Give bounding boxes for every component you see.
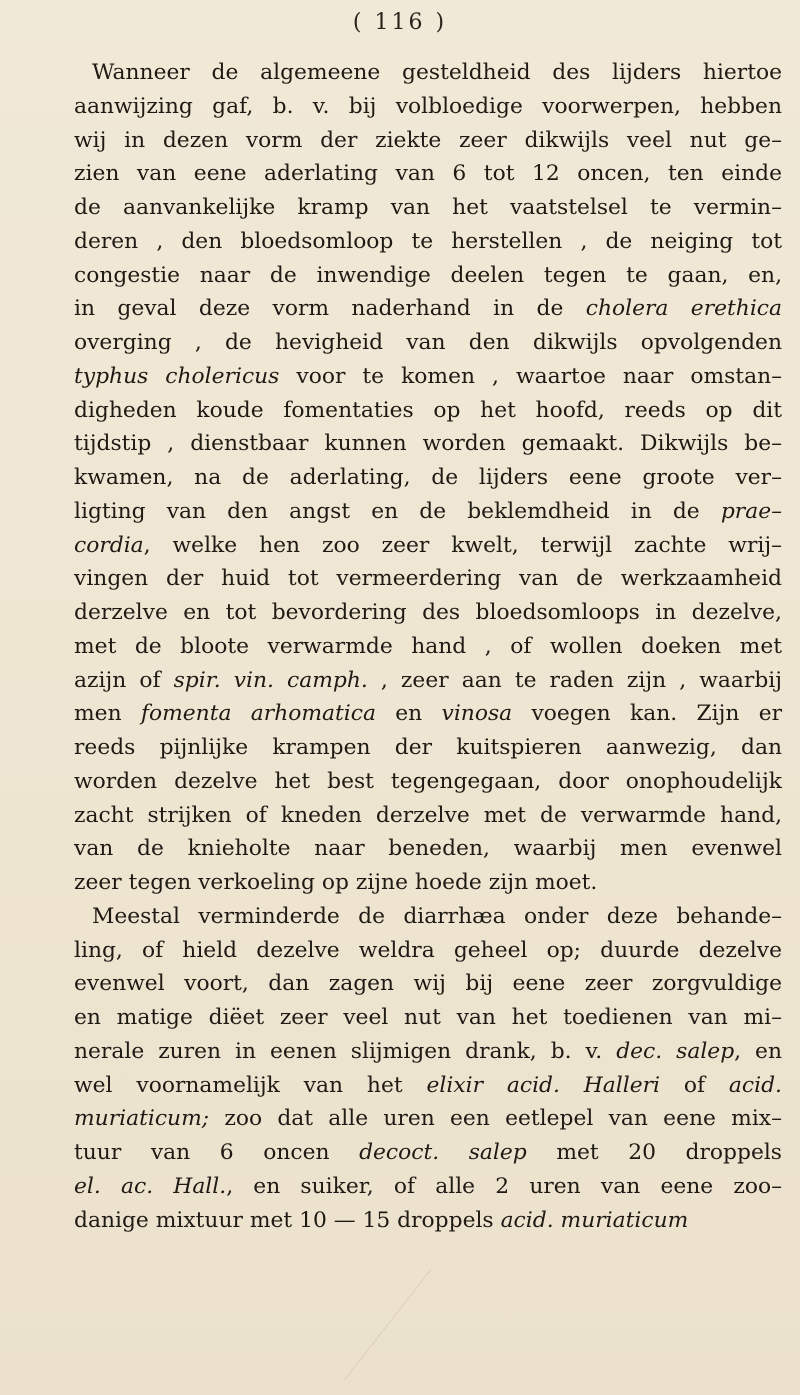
text-line [74, 765, 782, 799]
text-segment: men [74, 701, 141, 727]
text-segment: voegen kan. Zijn er [512, 701, 783, 727]
italic-term: acid. [728, 1072, 782, 1098]
italic-term: el. ac. Hall. [74, 1173, 227, 1199]
italic-term: fomenta arhomatica [140, 701, 376, 727]
text-segment: derzelve en tot bevordering des bloedsomloops in dezelve, [74, 600, 782, 625]
text-line [74, 191, 782, 225]
text-line [74, 1170, 782, 1204]
italic-term: vinosa [441, 701, 513, 727]
text-segment: ligting van den angst en de beklemdheid in de [74, 498, 721, 524]
text-line [74, 1136, 782, 1170]
text-line [74, 1035, 782, 1069]
text-line [74, 731, 782, 765]
text-segment: kwamen, na de aderlating, de lijders eene groote ver– [74, 465, 782, 490]
text-line [74, 596, 782, 630]
text-segment: zoo dat alle uren een eetlepel van eene mix– [209, 1106, 782, 1132]
text-segment: en matige diëet zeer veel nut van het toedienen van mi– [74, 1005, 782, 1030]
text-segment: van de knieholte naar beneden, waarbij men evenwel [74, 836, 782, 862]
italic-term: cordia [74, 532, 144, 558]
text-segment: overging , de hevigheid van den dikwijls opvolgenden [74, 330, 782, 355]
text-line [74, 630, 782, 664]
text-segment: digheden koude fomentaties op het hoofd, reeds op dit [74, 397, 782, 423]
text-segment: zeer tegen verkoeling op zijne hoede zijn moet. [74, 870, 598, 895]
text-line [74, 1001, 782, 1035]
text-line [74, 56, 782, 90]
text-segment: danige mixtuur met 10 — 15 droppels [74, 1207, 501, 1233]
text-line [74, 562, 782, 596]
text-line [74, 664, 782, 698]
text-line [74, 360, 782, 394]
text-segment: , en [734, 1038, 782, 1064]
text-segment: nerale zuren in eenen slijmigen drank, b. v. [74, 1038, 617, 1064]
text-segment: met 20 droppels [526, 1140, 782, 1165]
text-segment: zien van eene aderlating van 6 tot 12 oncen, ten einde [74, 161, 782, 187]
text-line [74, 697, 782, 731]
text-line [74, 259, 782, 293]
text-line [74, 967, 782, 1001]
text-segment: ling, of hield dezelve weldra geheel op; duurde dezelve [74, 937, 782, 963]
text-segment: aanwijzing gaf, b. v. bij volbloedige voorwerpen, hebben [74, 93, 782, 119]
italic-term: cholera erethica [585, 296, 782, 322]
text-line [74, 225, 782, 259]
text-segment: congestie naar de inwendige deelen tegen te gaan, en, [74, 262, 782, 288]
text-line [74, 900, 782, 934]
text-line [74, 124, 782, 158]
text-segment: evenwel voort, dan zagen wij bij eene zeer zorgvuldige [74, 971, 782, 997]
text-line [74, 157, 782, 191]
text-line [74, 90, 782, 124]
text-segment: , en suiker, of alle 2 uren van eene zoo– [226, 1173, 782, 1199]
body-text [74, 56, 782, 1237]
text-line [74, 529, 782, 563]
text-line [74, 495, 782, 529]
text-line [74, 1102, 782, 1136]
text-segment: voor te komen , waartoe naar omstan– [279, 363, 782, 389]
text-segment: wij in dezen vorm der ziekte zeer dikwijls veel nut ge– [74, 127, 782, 153]
text-line [74, 866, 782, 900]
paper-crease [344, 1270, 551, 1380]
text-segment: de aanvankelijke kramp van het vaatstelsel te vermin– [74, 195, 782, 220]
italic-term: dec. salep [616, 1038, 735, 1064]
italic-term: prae– [720, 498, 782, 524]
text-segment: met de bloote verwarmde hand , of wollen doeken met [74, 633, 782, 659]
text-line [74, 799, 782, 833]
text-segment: Wanneer de algemeene gesteldheid des lijders hiertoe [92, 60, 782, 85]
text-line [74, 832, 782, 866]
italic-term: spir. vin. camph. [173, 667, 368, 693]
text-segment: zacht strijken of kneden derzelve met de verwarmde hand, [74, 802, 782, 828]
italic-term: elixir acid. Halleri [426, 1072, 661, 1098]
text-line [74, 427, 782, 461]
text-segment: en [375, 701, 442, 727]
text-line [74, 394, 782, 428]
italic-term: typhus cholericus [74, 363, 280, 389]
text-line [74, 292, 782, 326]
italic-term: decoct. salep [359, 1140, 527, 1165]
text-line [74, 1204, 782, 1238]
text-segment: tijdstip , dienstbaar kunnen worden gemaakt. Dikwijls be– [74, 431, 782, 457]
text-segment: , zeer aan te raden zijn , waarbij [367, 667, 783, 693]
text-segment: worden dezelve het best tegengegaan, door onophoudelijk [74, 768, 782, 794]
text-line [74, 461, 782, 495]
text-segment: azijn of [74, 667, 174, 693]
text-segment: Meestal verminderde de diarrhæa onder deze behande– [92, 903, 782, 929]
page-number: ( 116 ) [352, 10, 448, 35]
italic-term: acid. muriaticum [500, 1207, 689, 1233]
italic-term: muriaticum; [74, 1106, 210, 1132]
text-segment: tuur van 6 oncen [74, 1140, 360, 1165]
text-segment: deren , den bloedsomloop te herstellen , de neiging tot [74, 228, 782, 254]
text-line [74, 326, 782, 360]
text-segment: wel voornamelijk van het [74, 1072, 427, 1098]
text-segment: vingen der huid tot vermeerdering van de werkzaamheid [74, 566, 782, 592]
text-line [74, 934, 782, 968]
text-segment: reeds pijnlijke krampen der kuitspieren aanwezig, dan [74, 735, 782, 760]
text-segment: , welke hen zoo zeer kwelt, terwijl zachte wrij– [143, 532, 782, 558]
text-line [74, 1069, 782, 1103]
text-segment: in geval deze vorm naderhand in de [74, 296, 586, 322]
text-segment: of [660, 1072, 729, 1098]
